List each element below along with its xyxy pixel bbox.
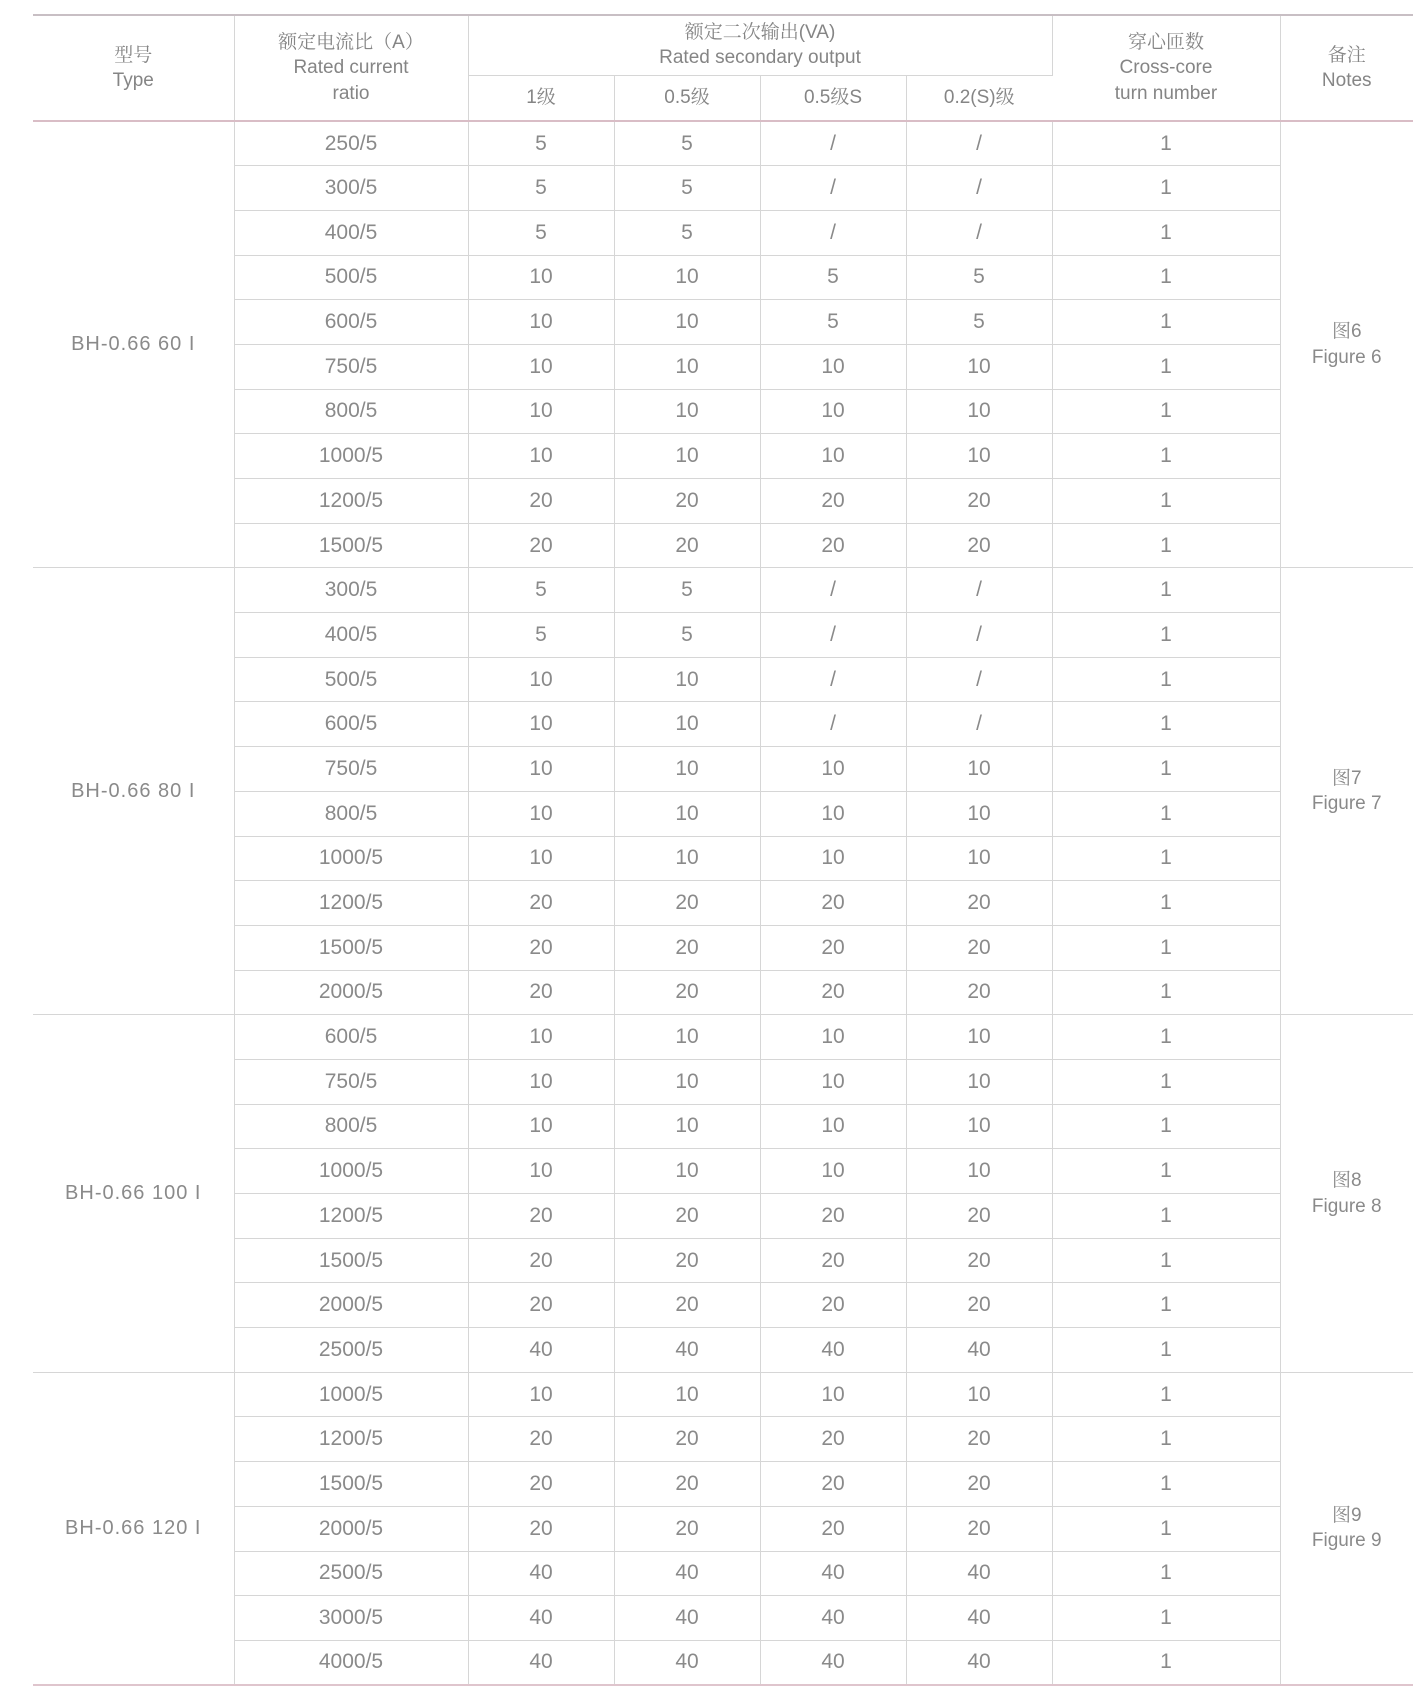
col-header-turns-en-1: Cross-core <box>1119 57 1213 79</box>
table-row <box>33 121 1413 166</box>
output-class1-cell: 10 <box>468 836 614 881</box>
notes-cell <box>1280 121 1413 568</box>
ratio-cell: 750/5 <box>234 747 468 792</box>
table-row <box>33 1059 1413 1104</box>
table-body <box>33 121 1413 1685</box>
output-class05-cell: 20 <box>614 970 760 1015</box>
output-class05-cell: 40 <box>614 1596 760 1641</box>
ratio-cell: 300/5 <box>234 166 468 211</box>
output-class02s-cell: 20 <box>906 1462 1052 1507</box>
output-class05s-cell: 20 <box>760 1283 906 1328</box>
output-class05s-cell: 5 <box>760 300 906 345</box>
table-row <box>33 1417 1413 1462</box>
turns-cell: 1 <box>1052 881 1280 926</box>
table-row <box>33 344 1413 389</box>
output-class05s-cell: 20 <box>760 1417 906 1462</box>
output-class02s-cell: 20 <box>906 925 1052 970</box>
output-class05s-cell: 10 <box>760 1104 906 1149</box>
turns-cell: 1 <box>1052 344 1280 389</box>
output-class1-cell: 5 <box>468 121 614 166</box>
output-class05-cell: 10 <box>614 836 760 881</box>
output-class05s-cell: 40 <box>760 1596 906 1641</box>
ratio-cell: 600/5 <box>234 702 468 747</box>
output-class1-cell: 40 <box>468 1328 614 1373</box>
output-class1-cell: 10 <box>468 255 614 300</box>
output-class05s-cell: 10 <box>760 791 906 836</box>
table-row <box>33 1238 1413 1283</box>
turns-cell: 1 <box>1052 657 1280 702</box>
output-class1-cell: 10 <box>468 1372 614 1417</box>
col-header-turns-en-2: turn number <box>1114 82 1218 104</box>
ratio-cell: 300/5 <box>234 568 468 613</box>
output-class1-cell: 5 <box>468 166 614 211</box>
ratio-cell: 750/5 <box>234 344 468 389</box>
notes-cell <box>1280 1015 1413 1373</box>
output-class02s-cell: 10 <box>906 747 1052 792</box>
col-header-notes <box>1280 15 1413 121</box>
output-class02s-cell: / <box>906 702 1052 747</box>
output-class05-cell: 10 <box>614 1149 760 1194</box>
output-class02s-cell: 10 <box>906 836 1052 881</box>
spec-table-container <box>33 14 1413 1686</box>
output-class02s-cell: 10 <box>906 1372 1052 1417</box>
output-class05s-cell: 10 <box>760 344 906 389</box>
output-class05s-cell: 20 <box>760 1238 906 1283</box>
col-header-notes-en: Notes <box>1321 70 1372 91</box>
table-row <box>33 1283 1413 1328</box>
turns-cell: 1 <box>1052 747 1280 792</box>
output-class02s-cell: 20 <box>906 1194 1052 1239</box>
output-class05s-cell: 20 <box>760 1506 906 1551</box>
output-class05-cell: 20 <box>614 881 760 926</box>
output-class02s-cell: 5 <box>906 255 1052 300</box>
output-class05-cell: 40 <box>614 1328 760 1373</box>
type-cell: BH-0.66 80 I <box>33 568 234 1015</box>
ratio-cell: 3000/5 <box>234 1596 468 1641</box>
turns-cell: 1 <box>1052 1015 1280 1060</box>
ratio-cell: 1000/5 <box>234 1372 468 1417</box>
output-class02s-cell: / <box>906 657 1052 702</box>
output-class02s-cell: 20 <box>906 479 1052 524</box>
table-row <box>33 479 1413 524</box>
output-class02s-cell: 20 <box>906 881 1052 926</box>
output-class05s-cell: 20 <box>760 1462 906 1507</box>
turns-cell: 1 <box>1052 568 1280 613</box>
output-class05-cell: 10 <box>614 255 760 300</box>
col-header-turns-zh: 穿心匝数 <box>1127 32 1204 54</box>
output-class05-cell: 40 <box>614 1551 760 1596</box>
output-class02s-cell: / <box>906 613 1052 658</box>
ratio-cell: 1200/5 <box>234 1194 468 1239</box>
table-row <box>33 1104 1413 1149</box>
turns-cell: 1 <box>1052 210 1280 255</box>
table-row <box>33 747 1413 792</box>
output-class1-cell: 10 <box>468 300 614 345</box>
table-row <box>33 166 1413 211</box>
output-class05s-cell: 10 <box>760 1149 906 1194</box>
output-class05-cell: 5 <box>614 568 760 613</box>
col-header-ratio-en-2: ratio <box>332 82 370 104</box>
ratio-cell: 500/5 <box>234 255 468 300</box>
turns-cell: 1 <box>1052 166 1280 211</box>
output-class02s-cell: 20 <box>906 523 1052 568</box>
output-class1-cell: 20 <box>468 1506 614 1551</box>
turns-cell: 1 <box>1052 1551 1280 1596</box>
output-class05s-cell: / <box>760 613 906 658</box>
output-class02s-cell: 40 <box>906 1328 1052 1373</box>
col-header-output-zh: 额定二次输出(VA) <box>684 22 836 44</box>
ratio-cell: 800/5 <box>234 1104 468 1149</box>
output-class02s-cell: 20 <box>906 1417 1052 1462</box>
output-class05s-cell: 10 <box>760 836 906 881</box>
output-class02s-cell: 40 <box>906 1640 1052 1685</box>
table-row <box>33 1462 1413 1507</box>
table-row <box>33 255 1413 300</box>
notes-figure-zh: 图7 <box>1331 767 1362 789</box>
col-header-class-02s: 0.2(S)级 <box>943 87 1015 109</box>
output-class1-cell: 10 <box>468 1149 614 1194</box>
output-class05-cell: 5 <box>614 210 760 255</box>
output-class05s-cell: 20 <box>760 523 906 568</box>
table-row <box>33 657 1413 702</box>
output-class1-cell: 10 <box>468 389 614 434</box>
output-class02s-cell: / <box>906 166 1052 211</box>
output-class02s-cell: 40 <box>906 1551 1052 1596</box>
table-row <box>33 523 1413 568</box>
output-class1-cell: 40 <box>468 1551 614 1596</box>
output-class05s-cell: 10 <box>760 1059 906 1104</box>
output-class02s-cell: 10 <box>906 791 1052 836</box>
ratio-cell: 2500/5 <box>234 1328 468 1373</box>
output-class05-cell: 10 <box>614 791 760 836</box>
ratio-cell: 1200/5 <box>234 881 468 926</box>
turns-cell: 1 <box>1052 1596 1280 1641</box>
col-header-output-en: Rated secondary output <box>659 47 861 69</box>
ratio-cell: 2000/5 <box>234 970 468 1015</box>
table-row <box>33 836 1413 881</box>
col-header-output <box>468 15 1052 75</box>
output-class02s-cell: / <box>906 568 1052 613</box>
table-row <box>33 881 1413 926</box>
turns-cell: 1 <box>1052 255 1280 300</box>
output-class1-cell: 20 <box>468 523 614 568</box>
output-class05s-cell: / <box>760 657 906 702</box>
ratio-cell: 1200/5 <box>234 1417 468 1462</box>
table-row <box>33 434 1413 479</box>
turns-cell: 1 <box>1052 434 1280 479</box>
header-row-main <box>33 15 1413 75</box>
table-row <box>33 702 1413 747</box>
output-class05s-cell: 10 <box>760 1015 906 1060</box>
output-class05s-cell: 20 <box>760 1194 906 1239</box>
notes-figure-zh: 图6 <box>1331 321 1362 343</box>
turns-cell: 1 <box>1052 1372 1280 1417</box>
ratio-cell: 800/5 <box>234 791 468 836</box>
type-cell: BH-0.66 100 I <box>33 1015 234 1373</box>
notes-cell <box>1280 1372 1413 1685</box>
col-header-type-zh: 型号 <box>114 44 153 66</box>
ratio-cell: 800/5 <box>234 389 468 434</box>
ratio-cell: 2500/5 <box>234 1551 468 1596</box>
output-class05-cell: 20 <box>614 523 760 568</box>
col-header-notes-zh: 备注 <box>1327 44 1366 66</box>
ratio-cell: 400/5 <box>234 613 468 658</box>
ratio-cell: 1500/5 <box>234 1462 468 1507</box>
output-class02s-cell: / <box>906 210 1052 255</box>
output-class05s-cell: 40 <box>760 1328 906 1373</box>
output-class02s-cell: 10 <box>906 1104 1052 1149</box>
ratio-cell: 1000/5 <box>234 434 468 479</box>
table-row <box>33 1506 1413 1551</box>
output-class1-cell: 20 <box>468 970 614 1015</box>
table-row <box>33 1372 1413 1417</box>
output-class05s-cell: / <box>760 568 906 613</box>
output-class05-cell: 10 <box>614 434 760 479</box>
output-class05-cell: 10 <box>614 657 760 702</box>
table-row <box>33 791 1413 836</box>
ratio-cell: 600/5 <box>234 1015 468 1060</box>
table-row <box>33 925 1413 970</box>
output-class05s-cell: 10 <box>760 434 906 479</box>
output-class1-cell: 40 <box>468 1640 614 1685</box>
turns-cell: 1 <box>1052 300 1280 345</box>
output-class05-cell: 10 <box>614 300 760 345</box>
notes-figure-en: Figure 9 <box>1311 1530 1382 1552</box>
output-class02s-cell: 40 <box>906 1596 1052 1641</box>
ratio-cell: 600/5 <box>234 300 468 345</box>
output-class1-cell: 5 <box>468 210 614 255</box>
turns-cell: 1 <box>1052 1059 1280 1104</box>
output-class05s-cell: 10 <box>760 1372 906 1417</box>
output-class05-cell: 20 <box>614 1462 760 1507</box>
output-class1-cell: 10 <box>468 344 614 389</box>
output-class05-cell: 10 <box>614 1104 760 1149</box>
ratio-cell: 2000/5 <box>234 1283 468 1328</box>
output-class1-cell: 10 <box>468 747 614 792</box>
table-row <box>33 1194 1413 1239</box>
ratio-cell: 1200/5 <box>234 479 468 524</box>
output-class02s-cell: 10 <box>906 1015 1052 1060</box>
output-class05-cell: 10 <box>614 1372 760 1417</box>
output-class02s-cell: 20 <box>906 1506 1052 1551</box>
output-class05-cell: 20 <box>614 1417 760 1462</box>
turns-cell: 1 <box>1052 1194 1280 1239</box>
output-class05s-cell: / <box>760 121 906 166</box>
col-header-class-05s: 0.5级S <box>760 75 906 121</box>
output-class1-cell: 20 <box>468 479 614 524</box>
ratio-cell: 750/5 <box>234 1059 468 1104</box>
output-class1-cell: 10 <box>468 1015 614 1060</box>
output-class02s-cell: 10 <box>906 434 1052 479</box>
table-row <box>33 1328 1413 1373</box>
type-cell: BH-0.66 60 I <box>33 121 234 568</box>
output-class02s-cell: 20 <box>906 1283 1052 1328</box>
turns-cell: 1 <box>1052 702 1280 747</box>
table-row <box>33 1640 1413 1685</box>
ratio-cell: 500/5 <box>234 657 468 702</box>
table-row <box>33 1596 1413 1641</box>
spec-table <box>33 14 1413 1686</box>
output-class05-cell: 10 <box>614 702 760 747</box>
turns-cell: 1 <box>1052 523 1280 568</box>
notes-figure-en: Figure 7 <box>1311 793 1382 815</box>
output-class05-cell: 10 <box>614 344 760 389</box>
type-cell: BH-0.66 120 I <box>33 1372 234 1685</box>
table-row <box>33 210 1413 255</box>
output-class02s-cell: 10 <box>906 344 1052 389</box>
ratio-cell: 400/5 <box>234 210 468 255</box>
col-header-ratio <box>234 15 468 121</box>
output-class05s-cell: 5 <box>760 255 906 300</box>
col-header-type-en: Type <box>112 70 154 91</box>
ratio-cell: 1000/5 <box>234 836 468 881</box>
col-header-turns <box>1052 15 1280 121</box>
output-class1-cell: 20 <box>468 925 614 970</box>
output-class1-cell: 40 <box>468 1596 614 1641</box>
output-class05s-cell: 20 <box>760 970 906 1015</box>
output-class05-cell: 5 <box>614 121 760 166</box>
output-class05s-cell: 40 <box>760 1551 906 1596</box>
table-header <box>33 15 1413 121</box>
output-class05-cell: 20 <box>614 479 760 524</box>
col-header-class-1: 1级 <box>468 75 614 121</box>
output-class1-cell: 20 <box>468 881 614 926</box>
ratio-cell: 2000/5 <box>234 1506 468 1551</box>
output-class05-cell: 10 <box>614 747 760 792</box>
turns-cell: 1 <box>1052 479 1280 524</box>
output-class05s-cell: 40 <box>760 1640 906 1685</box>
output-class05s-cell: 20 <box>760 881 906 926</box>
output-class02s-cell: 20 <box>906 1238 1052 1283</box>
ratio-cell: 250/5 <box>234 121 468 166</box>
turns-cell: 1 <box>1052 970 1280 1015</box>
output-class05s-cell: 10 <box>760 389 906 434</box>
turns-cell: 1 <box>1052 1328 1280 1373</box>
turns-cell: 1 <box>1052 1462 1280 1507</box>
turns-cell: 1 <box>1052 836 1280 881</box>
output-class02s-cell: 20 <box>906 970 1052 1015</box>
table-row <box>33 613 1413 658</box>
output-class1-cell: 5 <box>468 613 614 658</box>
notes-figure-zh: 图8 <box>1331 1169 1362 1191</box>
output-class02s-cell: 5 <box>906 300 1052 345</box>
output-class02s-cell: 10 <box>906 1149 1052 1194</box>
turns-cell: 1 <box>1052 1506 1280 1551</box>
output-class05-cell: 10 <box>614 1059 760 1104</box>
output-class1-cell: 20 <box>468 1462 614 1507</box>
output-class1-cell: 20 <box>468 1417 614 1462</box>
output-class05s-cell: 20 <box>760 479 906 524</box>
output-class1-cell: 10 <box>468 1104 614 1149</box>
turns-cell: 1 <box>1052 1149 1280 1194</box>
output-class02s-cell: 10 <box>906 1059 1052 1104</box>
output-class1-cell: 20 <box>468 1283 614 1328</box>
output-class1-cell: 10 <box>468 702 614 747</box>
output-class1-cell: 5 <box>468 568 614 613</box>
output-class05s-cell: / <box>760 210 906 255</box>
output-class05-cell: 40 <box>614 1640 760 1685</box>
output-class05s-cell: 10 <box>760 747 906 792</box>
turns-cell: 1 <box>1052 791 1280 836</box>
output-class05-cell: 10 <box>614 1015 760 1060</box>
notes-figure-zh: 图9 <box>1331 1504 1362 1526</box>
turns-cell: 1 <box>1052 121 1280 166</box>
output-class05s-cell: 20 <box>760 925 906 970</box>
col-header-type <box>33 15 234 121</box>
table-row <box>33 970 1413 1015</box>
output-class02s-cell: / <box>906 121 1052 166</box>
output-class05-cell: 20 <box>614 1506 760 1551</box>
turns-cell: 1 <box>1052 1104 1280 1149</box>
turns-cell: 1 <box>1052 1640 1280 1685</box>
table-row <box>33 568 1413 613</box>
output-class1-cell: 10 <box>468 657 614 702</box>
output-class05s-cell: / <box>760 166 906 211</box>
output-class05s-cell: / <box>760 702 906 747</box>
table-row <box>33 300 1413 345</box>
table-row <box>33 1551 1413 1596</box>
turns-cell: 1 <box>1052 925 1280 970</box>
output-class05-cell: 20 <box>614 1194 760 1239</box>
output-class1-cell: 10 <box>468 434 614 479</box>
output-class05-cell: 5 <box>614 166 760 211</box>
turns-cell: 1 <box>1052 1238 1280 1283</box>
table-row <box>33 389 1413 434</box>
ratio-cell: 1500/5 <box>234 523 468 568</box>
output-class05-cell: 20 <box>614 1283 760 1328</box>
output-class05-cell: 20 <box>614 1238 760 1283</box>
turns-cell: 1 <box>1052 1283 1280 1328</box>
output-class1-cell: 10 <box>468 791 614 836</box>
col-header-class-05: 0.5级 <box>614 75 760 121</box>
output-class05-cell: 20 <box>614 925 760 970</box>
ratio-cell: 1000/5 <box>234 1149 468 1194</box>
ratio-cell: 1500/5 <box>234 1238 468 1283</box>
turns-cell: 1 <box>1052 613 1280 658</box>
output-class1-cell: 20 <box>468 1238 614 1283</box>
table-row <box>33 1149 1413 1194</box>
notes-figure-en: Figure 6 <box>1311 346 1382 368</box>
turns-cell: 1 <box>1052 389 1280 434</box>
turns-cell: 1 <box>1052 1417 1280 1462</box>
output-class1-cell: 20 <box>468 1194 614 1239</box>
col-header-ratio-zh: 额定电流比（A） <box>278 32 424 54</box>
ratio-cell: 1500/5 <box>234 925 468 970</box>
ratio-cell: 4000/5 <box>234 1640 468 1685</box>
output-class1-cell: 10 <box>468 1059 614 1104</box>
output-class05-cell: 5 <box>614 613 760 658</box>
col-header-ratio-en-1: Rated current <box>293 57 409 79</box>
notes-figure-en: Figure 8 <box>1311 1195 1382 1217</box>
output-class05-cell: 10 <box>614 389 760 434</box>
notes-cell <box>1280 568 1413 1015</box>
output-class02s-cell: 10 <box>906 389 1052 434</box>
table-row <box>33 1015 1413 1060</box>
